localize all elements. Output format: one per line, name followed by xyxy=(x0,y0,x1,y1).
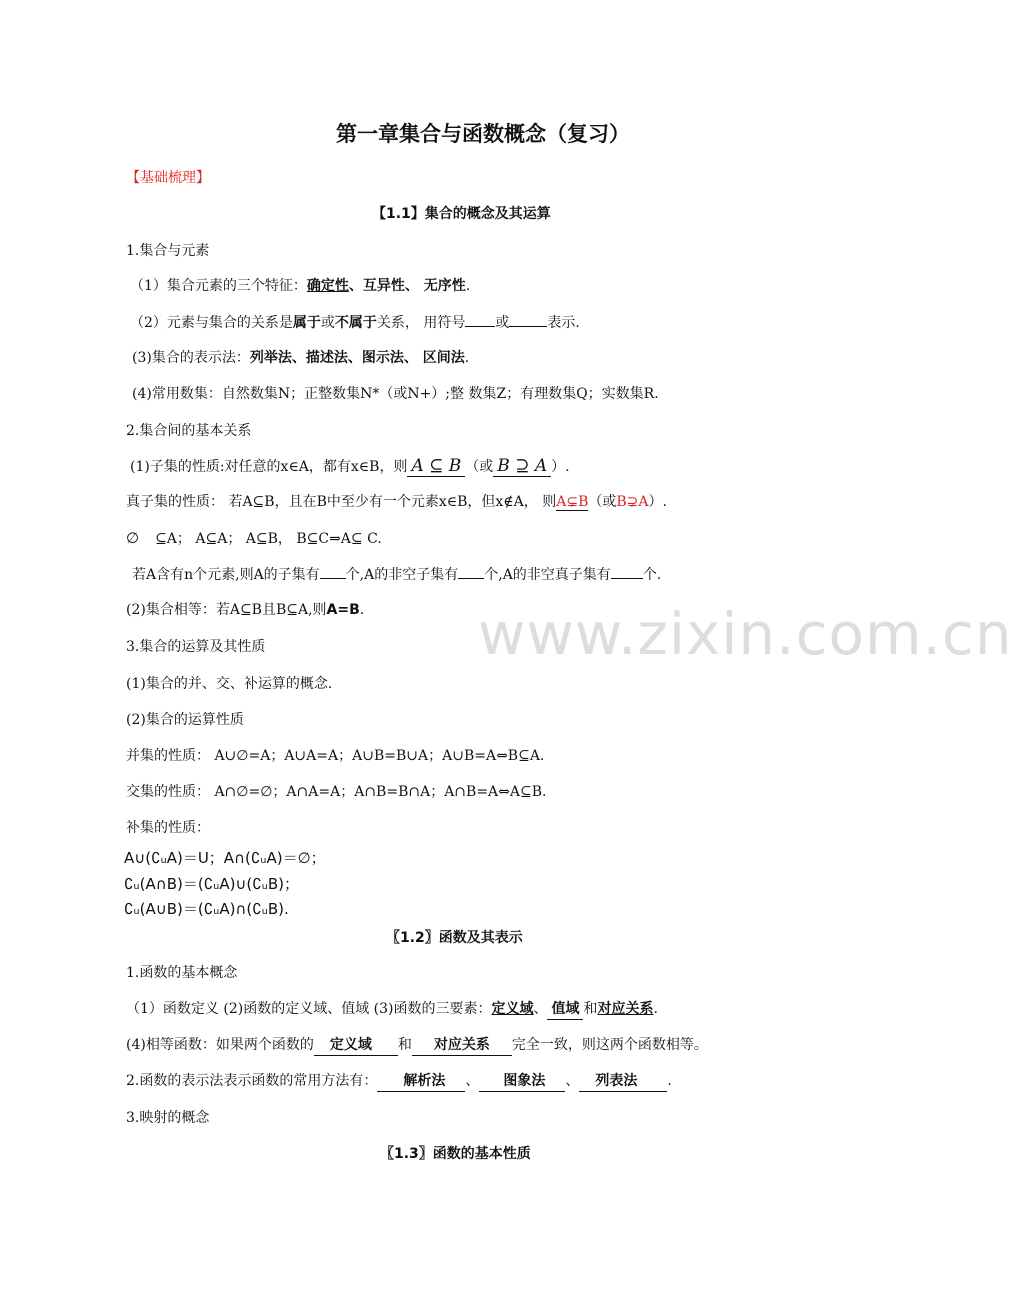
text: 2.函数的表示法表示函数的常用方法有： xyxy=(126,1073,378,1089)
formula-complement-3: ∁ᵤ(A∪B)＝(∁ᵤA)∩(∁ᵤB). xyxy=(124,900,289,918)
heading-set-element: 1.集合与元素 xyxy=(126,243,210,259)
text: 或 xyxy=(320,315,335,331)
text: ）. xyxy=(551,459,570,475)
text: 、 xyxy=(348,278,363,294)
term-distinctness: 互异性 xyxy=(362,278,405,294)
term-certainty: 确定性 xyxy=(306,278,349,294)
text: (1)子集的性质:对任意的x∈A，都有x∈B，则 xyxy=(130,459,408,475)
term-mapping: 对应关系 xyxy=(412,1035,512,1056)
paragraph-set-features xyxy=(130,276,470,296)
text: （1）集合元素的三个特征： xyxy=(130,278,307,294)
text: （2）元素与集合的关系是 xyxy=(130,315,293,331)
text: 、 xyxy=(465,1073,480,1089)
paragraph-representation xyxy=(132,348,469,368)
text: ⊆A； A⊆A； A⊆B， B⊆C⇒A⊆ C. xyxy=(155,531,382,547)
text: 或 xyxy=(495,315,510,331)
text: . xyxy=(653,1001,658,1017)
blank xyxy=(465,312,495,327)
heading-set-relations: 2.集合间的基本关系 xyxy=(126,423,252,439)
text: 个,A的非空真子集有 xyxy=(484,567,611,583)
paragraph-operations-concept: (1)集合的并、交、补运算的概念. xyxy=(126,676,333,692)
section-heading-1-3: 〖1.3〗函数的基本性质 xyxy=(380,1146,531,1162)
paragraph-operations-props: (2)集合的运算性质 xyxy=(126,712,244,728)
paragraph-membership xyxy=(130,312,580,333)
text: . xyxy=(667,1073,672,1089)
section-tag: 【基础梳理】 xyxy=(126,170,210,186)
paragraph-number-sets: (4)常用数集：自然数集N；正整数集N*（或N+）;整 数集Z；有理数集Q；实数集R. xyxy=(132,386,659,402)
text: . xyxy=(465,278,471,294)
text: 表示. xyxy=(547,315,580,331)
text: (2)集合相等：若A⊆B且B⊆A,则 xyxy=(126,602,327,618)
paragraph-intersection-props: 交集的性质： A∩∅=∅；A∩A=A；A∩B=B∩A；A∩B=A⇔A⊆B. xyxy=(126,784,547,800)
superset-formula: B ⊇ A xyxy=(493,456,551,477)
term-graph: 图象法 xyxy=(479,1071,565,1092)
term-belongs: 属于 xyxy=(292,315,321,331)
empty-set-symbol: ∅ xyxy=(126,529,140,547)
paragraph-subset-props xyxy=(126,528,382,549)
term-domain: 定义域 xyxy=(314,1035,398,1056)
term-analytic: 解析法 xyxy=(377,1071,465,1092)
blank xyxy=(611,564,643,579)
text: 关系， 用符号 xyxy=(376,315,466,331)
paragraph-proper-subset xyxy=(126,492,667,512)
page-title: 第一章集合与函数概念（复习） xyxy=(336,122,630,146)
paragraph-set-equality xyxy=(126,600,364,620)
term-range: 值域 xyxy=(547,999,583,1020)
text: . xyxy=(464,350,470,366)
proper-superset-formula: B⊋A xyxy=(616,494,649,510)
paragraph-function-representation xyxy=(126,1071,672,1092)
term-unordered: 无序性 xyxy=(423,278,466,294)
text: . xyxy=(359,602,365,618)
paragraph-function-elements xyxy=(126,999,658,1020)
text: 、 xyxy=(404,278,424,294)
text: 和 xyxy=(583,1001,598,1017)
text: 和 xyxy=(397,1037,412,1053)
paragraph-complement-props: 补集的性质： xyxy=(126,820,210,836)
paragraph-subset xyxy=(130,456,570,477)
text: 真子集的性质： 若A⊆B，且在B中至少有一个元素x∈B，但x∉A， 则 xyxy=(126,494,557,510)
paragraph-union-props: 并集的性质： A∪∅=A；A∪A=A；A∪B=B∪A；A∪B=A⇔B⊆A. xyxy=(126,748,545,764)
term-table: 列表法 xyxy=(579,1071,667,1092)
term-mapping: 对应关系 xyxy=(597,1001,654,1017)
blank xyxy=(320,564,346,579)
text: 、 xyxy=(533,1001,548,1017)
heading-set-operations: 3.集合的运算及其性质 xyxy=(126,639,266,655)
section-heading-1-2: 〖1.2〗函数及其表示 xyxy=(386,930,523,946)
section-heading-1-1: 【1.1】集合的概念及其运算 xyxy=(372,206,551,222)
blank xyxy=(509,312,547,327)
formula-complement-2: ∁ᵤ(A∩B)＝(∁ᵤA)∪(∁ᵤB)； xyxy=(124,875,300,893)
term-not-belongs: 不属于 xyxy=(334,315,377,331)
proper-subset-formula: A⊊B xyxy=(556,494,589,510)
paragraph-equal-functions xyxy=(126,1035,708,1056)
subset-formula: A ⊆ B xyxy=(407,456,465,477)
text: (4)相等函数：如果两个函数的 xyxy=(126,1037,314,1053)
text: 若A含有n个元素,则A的子集有 xyxy=(132,567,320,583)
text: 、 xyxy=(565,1073,580,1089)
heading-function-concept: 1.函数的基本概念 xyxy=(126,965,238,981)
text: ）. xyxy=(648,494,667,510)
blank xyxy=(458,564,484,579)
text: 完全一致，则这两个函数相等。 xyxy=(511,1037,708,1053)
text: 个. xyxy=(642,567,662,583)
representation-methods: 列举法、描述法、图示法、 区间法 xyxy=(249,350,465,366)
watermark: www.zixin.com.cn xyxy=(478,600,1013,668)
heading-mapping: 3.映射的概念 xyxy=(126,1110,210,1126)
text: （或 xyxy=(465,459,494,475)
paragraph-subset-count xyxy=(132,564,661,585)
term-domain: 定义域 xyxy=(491,1001,534,1017)
text: （1）函数定义 (2)函数的定义域、值域 (3)函数的三要素： xyxy=(126,1001,492,1017)
equality-formula: A=B xyxy=(326,602,360,618)
formula-complement-1: A∪(∁ᵤA)＝U；A∩(∁ᵤA)＝∅； xyxy=(124,849,326,867)
text: （或 xyxy=(588,494,617,510)
text: (3)集合的表示法： xyxy=(132,350,250,366)
text: 个,A的非空子集有 xyxy=(345,567,459,583)
